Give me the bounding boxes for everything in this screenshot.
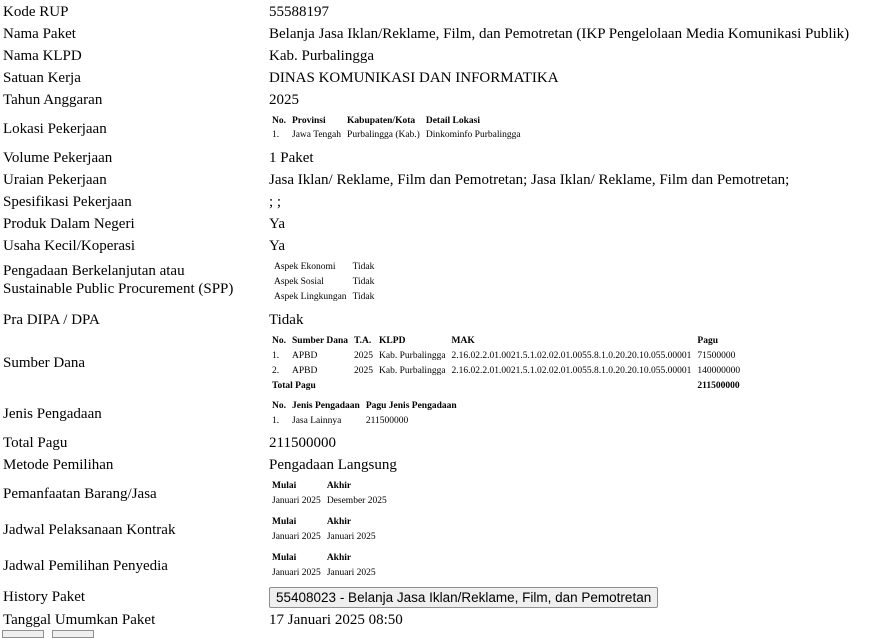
kode-rup-label: Kode RUP — [3, 4, 69, 20]
spp-table — [271, 260, 377, 305]
table-row — [269, 494, 390, 509]
total-pagu-label: Total Pagu — [3, 435, 68, 451]
table-row — [269, 349, 743, 364]
history-label: History Paket — [3, 589, 86, 605]
lokasi-header: Kabupaten/Kota — [347, 116, 416, 126]
uraian-value: Jasa Iklan/ Reklame, Film dan Pemotretan; Jasa Iklan/ Reklame, Film dan Pemotretan; — [269, 172, 790, 188]
sumber-dana-table-wrap — [269, 334, 743, 394]
jadwal-kontrak-table — [269, 515, 379, 545]
jadwal-pemilihan-table — [269, 551, 379, 581]
tanggal-umumkan-label: Tanggal Umumkan Paket — [3, 612, 156, 628]
lokasi-cell: 1. — [272, 130, 280, 140]
jenis-pengadaan-cell: Jasa Lainnya — [292, 416, 342, 426]
jadwal-pemilihan-cell: Januari 2025 — [326, 568, 376, 578]
spp-label-line1: Pengadaan Berkelanjutan atau — [3, 263, 185, 279]
volume-value: 1 Paket — [269, 150, 314, 166]
jadwal-kontrak-cell: Januari 2025 — [272, 532, 321, 542]
jadwal-kontrak-header: Akhir — [326, 517, 352, 527]
sumber-dana-label: Sumber Dana — [3, 355, 86, 371]
table-row — [269, 414, 460, 429]
jadwal-kontrak-table-wrap — [269, 515, 379, 545]
spp-label-line2: Sustainable Public Procurement (SPP) — [3, 281, 234, 297]
ukm-value: Ya — [269, 238, 285, 254]
sumber-dana-cell: APBD — [292, 366, 318, 376]
jadwal-kontrak-label: Jadwal Pelaksanaan Kontrak — [3, 522, 176, 538]
spp-value: Tidak — [352, 292, 375, 302]
jenis-pengadaan-label: Jenis Pengadaan — [3, 406, 102, 422]
sumber-dana-cell: APBD — [292, 351, 318, 361]
spesifikasi-label: Spesifikasi Pekerjaan — [3, 194, 132, 210]
jadwal-pemilihan-cell: Januari 2025 — [272, 568, 321, 578]
jadwal-pemilihan-label: Jadwal Pemilihan Penyedia — [3, 558, 168, 574]
sumber-dana-cell: 2.16.02.2.01.0021.5.1.02.02.01.0055.8.1.0.20.20.10.055.00001 — [451, 351, 692, 361]
lokasi-cell: Jawa Tengah — [292, 130, 342, 140]
sumber-dana-header: No. — [272, 336, 286, 346]
lokasi-header: No. — [272, 116, 286, 126]
sumber-dana-total-label: Total Pagu — [272, 381, 316, 391]
pemanfaatan-table — [269, 479, 390, 509]
sumber-dana-header: MAK — [451, 336, 475, 346]
jadwal-kontrak-header: Mulai — [272, 517, 297, 527]
sumber-dana-cell: 2.16.02.2.01.0021.5.1.02.02.01.0055.8.1.0.20.20.10.055.00001 — [451, 366, 692, 376]
sumber-dana-header: Pagu — [697, 336, 719, 346]
nama-paket-value: Belanja Jasa Iklan/Reklame, Film, dan Pemotretan (IKP Pengelolaan Media Komunikasi Publik) — [269, 26, 850, 42]
table-row — [269, 364, 743, 379]
spp-value: Tidak — [352, 262, 375, 272]
table-row — [271, 275, 377, 290]
spp-aspect: Aspek Sosial — [274, 277, 324, 287]
sumber-dana-cell: 2. — [272, 366, 280, 376]
table-row — [269, 566, 379, 581]
table-row — [269, 128, 524, 142]
pemanfaatan-label: Pemanfaatan Barang/Jasa — [3, 486, 157, 502]
spp-aspect: Aspek Ekonomi — [274, 262, 336, 272]
pemanfaatan-table-wrap — [269, 479, 390, 509]
metode-label: Metode Pemilihan — [3, 457, 114, 473]
tahun-anggaran-label: Tahun Anggaran — [3, 92, 103, 108]
satuan-kerja-label: Satuan Kerja — [3, 70, 81, 86]
sumber-dana-header: KLPD — [379, 336, 406, 346]
bottom-button-partial[interactable] — [52, 630, 94, 638]
jenis-pengadaan-cell: 1. — [272, 416, 280, 426]
jadwal-pemilihan-header: Mulai — [272, 553, 297, 563]
metode-value: Pengadaan Langsung — [269, 457, 397, 473]
jenis-pengadaan-header: Pagu Jenis Pengadaan — [365, 401, 457, 411]
pdn-value: Ya — [269, 216, 285, 232]
spp-aspect: Aspek Lingkungan — [274, 292, 347, 302]
table-row — [271, 290, 377, 305]
bottom-button-partial[interactable] — [2, 630, 44, 638]
sumber-dana-cell: 2025 — [354, 351, 374, 361]
history-paket-button[interactable]: 55408023 - Belanja Jasa Iklan/Reklame, Film, dan Pemotretan — [269, 587, 658, 608]
uraian-label: Uraian Pekerjaan — [3, 172, 107, 188]
jadwal-pemilihan-header: Akhir — [326, 553, 352, 563]
lokasi-cell: Purbalingga (Kab.) — [347, 130, 420, 140]
sumber-dana-table — [269, 334, 743, 394]
total-pagu-value: 211500000 — [269, 435, 336, 451]
table-row — [269, 379, 743, 394]
tanggal-umumkan-value: 17 Januari 2025 08:50 — [269, 612, 403, 628]
sumber-dana-header: Sumber Dana — [292, 336, 349, 346]
spesifikasi-value: ; ; — [269, 194, 282, 210]
lokasi-table-wrap — [269, 114, 524, 142]
lokasi-cell: Dinkominfo Purbalingga — [425, 130, 521, 140]
lokasi-label: Lokasi Pekerjaan — [3, 121, 107, 137]
sumber-dana-cell: 140000000 — [697, 366, 741, 376]
nama-paket-label: Nama Paket — [3, 26, 76, 42]
jadwal-kontrak-cell: Januari 2025 — [326, 532, 376, 542]
pemanfaatan-cell: Januari 2025 — [272, 496, 321, 506]
pdn-label: Produk Dalam Negeri — [3, 216, 135, 232]
pemanfaatan-header: Akhir — [326, 481, 352, 491]
lokasi-table — [269, 114, 524, 142]
sumber-dana-cell: Kab. Purbalingga — [379, 366, 446, 376]
kode-rup-value: 55588197 — [269, 4, 329, 20]
tahun-anggaran-value: 2025 — [269, 92, 299, 108]
table-row — [271, 260, 377, 275]
jenis-pengadaan-cell: 211500000 — [365, 416, 409, 426]
sumber-dana-total-value: 211500000 — [697, 381, 740, 391]
table-row — [269, 530, 379, 545]
ukm-label: Usaha Kecil/Koperasi — [3, 238, 136, 254]
satuan-kerja-value: DINAS KOMUNIKASI DAN INFORMATIKA — [269, 70, 559, 86]
jenis-pengadaan-table — [269, 399, 460, 429]
pemanfaatan-cell: Desember 2025 — [326, 496, 387, 506]
nama-klpd-value: Kab. Purbalingga — [269, 48, 374, 64]
sumber-dana-cell: 1. — [272, 351, 280, 361]
spp-table-wrap — [271, 260, 377, 305]
volume-label: Volume Pekerjaan — [3, 150, 113, 166]
sumber-dana-cell: 2025 — [354, 366, 374, 376]
pra-dipa-label: Pra DIPA / DPA — [3, 312, 100, 328]
jenis-pengadaan-table-wrap — [269, 399, 460, 429]
lokasi-header: Provinsi — [292, 116, 326, 126]
jadwal-pemilihan-table-wrap — [269, 551, 379, 581]
nama-klpd-label: Nama KLPD — [3, 48, 82, 64]
sumber-dana-cell: Kab. Purbalingga — [379, 351, 446, 361]
lokasi-header: Detail Lokasi — [425, 116, 480, 126]
sumber-dana-header: T.A. — [354, 336, 372, 346]
spp-value: Tidak — [352, 277, 375, 287]
pemanfaatan-header: Mulai — [272, 481, 297, 491]
jenis-pengadaan-header: No. — [272, 401, 286, 411]
jenis-pengadaan-header: Jenis Pengadaan — [292, 401, 360, 411]
pra-dipa-value: Tidak — [269, 312, 304, 328]
sumber-dana-cell: 71500000 — [697, 351, 736, 361]
